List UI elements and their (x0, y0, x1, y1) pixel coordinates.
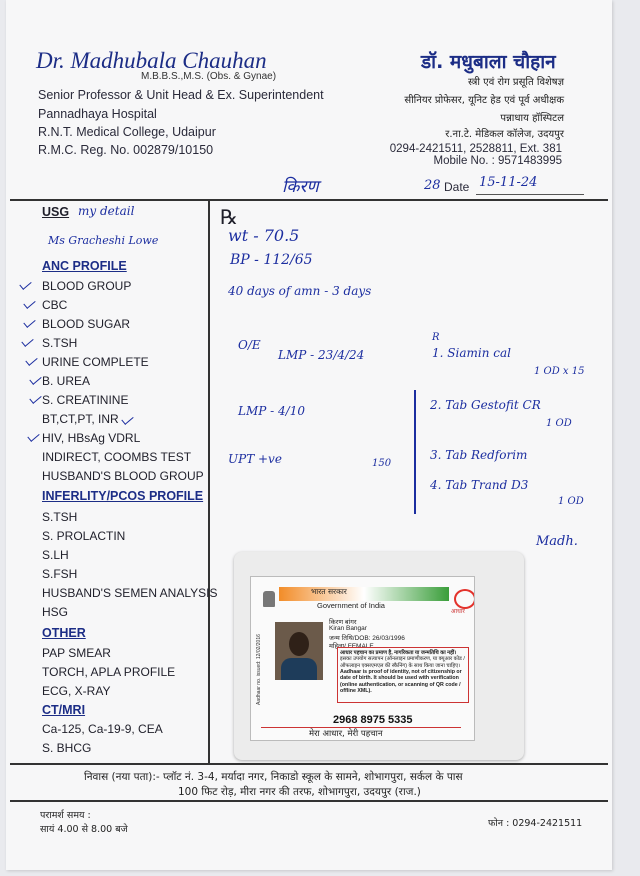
test-ca-markers: Ca-125, Ca-19-9, CEA (42, 722, 163, 736)
rx-upt: UPT +ve (228, 452, 282, 466)
date-underline (476, 194, 584, 195)
rx-symbol: ℞ (220, 205, 238, 229)
doctor-name-en: Dr. Madhubala Chauhan (36, 48, 267, 73)
rx-bp: BP - 112/65 (230, 252, 313, 268)
hi-title: सीनियर प्रोफेसर, यूनिट हेड एवं पूर्व अधीक्षक (404, 95, 564, 106)
address-line-2: 100 फिट रोड़, मीरा नगर की तरफ, शोभागपुरा, उदयपुर (राज.) (178, 786, 421, 798)
card-name-en: Kiran Bangar (329, 625, 367, 632)
mobile-line: Mobile No. : 9571483995 (433, 155, 562, 167)
rx-oe-detail: LMP - 23/4/24 (278, 348, 365, 362)
tick-mark-icon (29, 392, 41, 404)
aadhaar-card (250, 576, 475, 741)
rx-side-note: 150 (372, 458, 392, 469)
tick-mark-icon (25, 354, 37, 366)
tick-mark-icon (19, 278, 31, 290)
test-blood-group: BLOOD GROUP (42, 279, 132, 293)
test-blood-sugar: BLOOD SUGAR (42, 317, 131, 331)
rx-lmp: LMP - 4/10 (238, 404, 305, 418)
card-dob: जन्म तिथि/DOB: 26/03/1996 (329, 635, 405, 642)
timing-label: परामर्श समय : (40, 810, 91, 821)
tricolor-band (279, 587, 449, 601)
footer-divider-top (10, 763, 608, 765)
section-other: OTHER (42, 626, 86, 640)
section-infertility: INFERLITY/PCOS PROFILE (42, 489, 204, 503)
timing-value: सायं 4.00 से 8.00 बजे (40, 824, 128, 835)
med-2-dose: 1 OD (546, 418, 572, 429)
reg-number: R.M.C. Reg. No. 002879/10150 (38, 143, 214, 157)
column-divider (208, 199, 210, 763)
card-gender: महिला/ FEMALE (329, 643, 374, 650)
med-3: 3. Tab Redforim (430, 448, 528, 462)
med-4-dose: 1 OD (558, 496, 584, 507)
test-s-creatinine: S. CREATININE (42, 393, 129, 407)
test-b-urea: B. UREA (42, 374, 91, 388)
test-usg: USG (42, 205, 70, 219)
card-issue-date: Aadhaar no. issued: 12/02/2016 (256, 634, 262, 705)
test-s-bhcg: S. BHCG (42, 741, 92, 755)
test-pap-smear: PAP SMEAR (42, 646, 111, 660)
test-s-tsh-2: S.TSH (42, 510, 78, 524)
aadhaar-logo-icon (454, 589, 475, 609)
card-name-hi: किरण बांगर (329, 619, 357, 626)
tick-mark-icon (21, 335, 33, 347)
med-4: 4. Tab Trand D3 (430, 478, 529, 492)
usg-note: my detail (78, 204, 135, 218)
tick-mark-icon (29, 373, 41, 385)
doctor-name-hi: डॉ. मधुबाला चौहान (421, 51, 556, 73)
test-semen-analysis: HUSBAND'S SEMEN ANALYSIS (42, 586, 218, 600)
hi-specialty: स्त्री एवं रोग प्रसूति विशेषज्ञ (468, 77, 564, 88)
usg-note-2: Ms Gracheshi Lowe (48, 234, 159, 247)
aadhaar-number: 2968 8975 5335 (333, 714, 413, 726)
footer-phone: फोन : 0294-2421511 (488, 818, 583, 829)
title-line: Senior Professor & Unit Head & Ex. Superintendent (38, 88, 324, 102)
patient-age: 28 (424, 178, 441, 193)
test-hiv: HIV, HBsAg VDRL (42, 431, 141, 445)
patient-name: किरण (282, 177, 319, 197)
phone-line: 0294-2421511, 2528811, Ext. 381 (389, 143, 562, 155)
test-s-fsh: S.FSH (42, 567, 78, 581)
card-photo (275, 622, 323, 680)
med-bracket (414, 390, 416, 514)
tick-mark-icon (27, 430, 39, 442)
med-2: 2. Tab Gestofit CR (430, 398, 541, 412)
tick-mark-icon (23, 316, 35, 328)
hi-hospital: पन्नाधाय हॉस्पिटल (500, 113, 564, 124)
test-cbc: CBC (42, 298, 68, 312)
test-urine-complete: URINE COMPLETE (42, 355, 149, 369)
med-1-dose: 1 OD x 15 (534, 366, 585, 377)
doctor-signature: Madh. (536, 534, 578, 549)
date-value: 15-11-24 (479, 175, 538, 190)
section-ct-mri: CT/MRI (42, 703, 86, 717)
rx-history: 40 days of amn - 3 days (228, 284, 372, 298)
test-s-tsh: S.TSH (42, 336, 78, 350)
test-s-prolactin: S. PROLACTIN (42, 529, 126, 543)
header-divider (10, 199, 608, 201)
tick-mark-icon (121, 413, 133, 425)
med-1: 1. Siamin cal (432, 346, 511, 360)
rx-oe: O/E (238, 338, 261, 352)
date-label: Date (444, 180, 470, 194)
prescription-paper (6, 0, 612, 870)
footer-divider-bottom (10, 800, 608, 802)
qualifications: M.B.B.S.,M.S. (Obs. & Gynae) (141, 71, 277, 82)
test-hsg: HSG (42, 605, 69, 619)
tick-mark-icon (23, 297, 35, 309)
card-tagline: मेरा आधार, मेरी पहचान (309, 729, 383, 739)
address-line-1: निवास (नया पता):- प्लॉट नं. 3-4, मर्यादा नगर, निकाडो स्कूल के सामने, शोभागपुरा, सर्कल के पास (84, 771, 463, 783)
rx-med-marker: R (432, 332, 440, 343)
card-note-box (337, 647, 469, 703)
aadhaar-logo-text: आधार (451, 609, 465, 615)
hi-college: र.ना.टे. मेडिकल कॉलेज, उदयपुर (445, 129, 564, 140)
card-note-title: आधार पहचान का प्रमाण है, नागरिकता या जन्मतिथि का नहीं। (340, 650, 457, 656)
test-husband-blood-group: HUSBAND'S BLOOD GROUP (42, 469, 204, 483)
card-gov-en: Government of India (317, 601, 385, 610)
national-emblem-icon (263, 591, 275, 607)
rx-weight: wt - 70.5 (228, 226, 300, 245)
test-s-lh: S.LH (42, 548, 69, 562)
hospital-name: Pannadhaya Hospital (38, 107, 157, 121)
card-note-en: Aadhaar is proof of identity, not of citizenship or date of birth. It should be used with verification (online authentication, or scanning of QR code / offline XML). (340, 669, 462, 695)
test-torch: TORCH, APLA PROFILE (42, 665, 176, 679)
test-bt-ct-pt-inr: BT,CT,PT, INR (42, 412, 119, 426)
test-ecg: ECG, X-RAY (42, 684, 111, 698)
test-coombs: INDIRECT, COOMBS TEST (42, 450, 192, 464)
college-name: R.N.T. Medical College, Udaipur (38, 125, 216, 139)
section-anc-profile: ANC PROFILE (42, 259, 127, 273)
card-gov-hi: भारत सरकार (311, 587, 347, 596)
card-note-body: इसका उपयोग सत्यापन (ऑनलाइन प्रमाणीकरण, या क्यूआर कोड / ऑफलाइन एक्सएमएल की स्कैनिंग) के साथ किया जाना चाहिए। (340, 656, 465, 669)
